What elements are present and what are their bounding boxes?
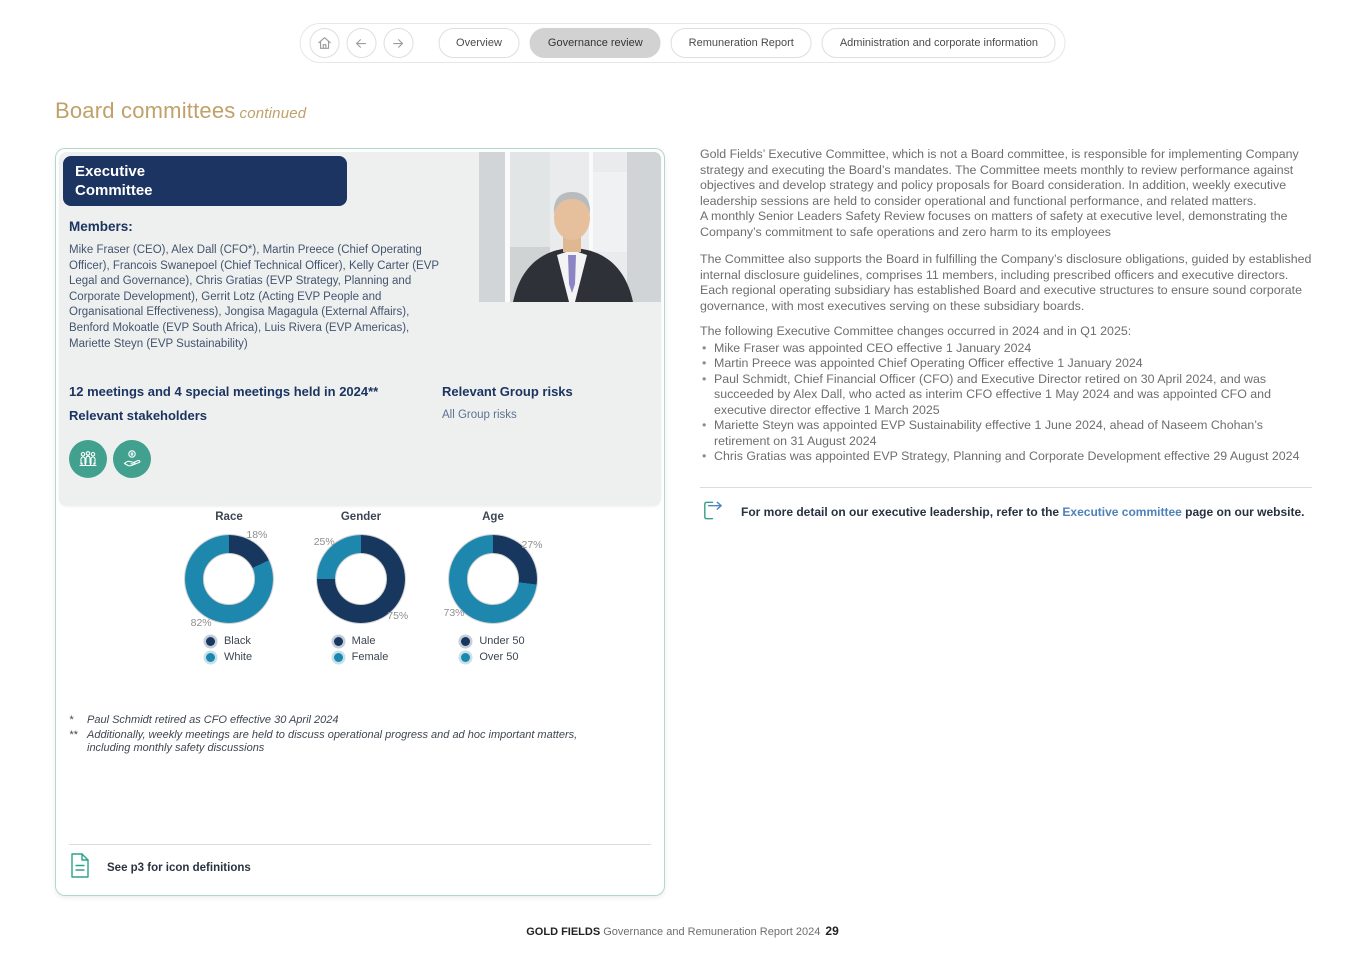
legend-dot-icon (206, 653, 215, 662)
home-icon (316, 35, 332, 51)
paragraph: A monthly Senior Leaders Safety Review focuses on matters of safety at executive level, demonstrating the Company’s commitment to safe operations and zero harm to its employees (700, 209, 1288, 239)
arrow-left-icon (354, 36, 369, 51)
paragraph: The Committee also supports the Board in fulfilling the Company’s disclosure obligations, guided by established internal disclosure guidelines, comprises 11 members, including prescribed officers and executive directors. Each regional operating subsidiary has established Board and executive structures to ensure sound corporate governance, with most executives serving on these subsidiary boards. (700, 252, 1312, 313)
footnote: * Paul Schmidt retired as CFO effective 30 April 2024 (69, 714, 339, 726)
legend-label: Male (351, 635, 376, 647)
members-heading: Members: (69, 219, 133, 234)
committee-name: Executive Committee (75, 163, 153, 199)
legend-item (461, 649, 524, 665)
chart-legend (334, 633, 389, 665)
chart-gender (296, 511, 426, 665)
reference-text (741, 505, 1305, 521)
divider (69, 844, 651, 845)
executive-photo (479, 152, 661, 302)
footer-page-number: 29 (825, 924, 839, 938)
legend-item (334, 633, 389, 649)
meetings-summary: 12 meetings and 4 special meetings held in 2024** (69, 384, 379, 399)
commentary-column (700, 147, 1312, 527)
percent-label: 82% (190, 616, 212, 629)
group-risks-heading: Relevant Group risks (442, 384, 573, 399)
footnotes (69, 714, 614, 757)
committee-name-badge (63, 156, 347, 206)
tab-administration-and-corporate-information[interactable]: Administration and corporate information (822, 28, 1056, 58)
legend-label: Female (351, 651, 389, 663)
tab-governance-review[interactable]: Governance review (530, 28, 661, 58)
donut-chart (443, 535, 543, 623)
nav-tabs (438, 28, 1056, 58)
percent-label: 25% (313, 536, 335, 549)
chart-legend (461, 633, 524, 665)
percent-label: 73% (443, 607, 465, 620)
footer-text: Governance and Remuneration Report 2024 (603, 926, 821, 938)
executive-committee-link[interactable]: Executive committee (1062, 504, 1182, 519)
change-item: • Martin Preece was appointed Chief Operating Officer effective 1 January 2024 (700, 356, 1312, 372)
members-list: Mike Fraser (CEO), Alex Dall (CFO*), Martin Preece (Chief Operating Officer), Francois Swanepoel (Chief Technical Officer), Kelly Carter (EVP Legal and Governance), Chris Gratias (EVP Strategy, Planning and Corporate Development), Gerrit Lotz (Acting EVP People and Organisational Effectiveness), Jongisa Magagula (External Affairs), Benford Mokoatle (EVP South Africa), Luis Rivera (EVP Americas), Mariette Steyn (EVP Sustainability) (69, 244, 439, 350)
icon-definitions-note (69, 852, 251, 884)
top-navigation (299, 23, 1066, 63)
legend-item (206, 649, 252, 665)
change-item: • Mariette Steyn was appointed EVP Sustainability effective 1 June 2024, ahead of Naseem Chohan’s retirement on 31 August 2024 (700, 418, 1312, 449)
legend-item (206, 633, 252, 649)
icon-note-text: See p3 for icon definitions (107, 862, 251, 874)
legend-dot-icon (334, 637, 343, 646)
document-icon (69, 852, 91, 884)
changes-intro: The following Executive Committee changes occurred in 2024 and in Q1 2025: (700, 324, 1132, 338)
changes-list (700, 341, 1312, 465)
divider (700, 487, 1312, 488)
page-title-suffix: continued (239, 105, 307, 122)
legend-dot-icon (461, 637, 470, 646)
investors-icon (113, 440, 151, 478)
tab-overview[interactable]: Overview (438, 28, 520, 58)
legend-item (334, 649, 389, 665)
stakeholders-heading: Relevant stakeholders (69, 408, 208, 423)
donut-chart (313, 535, 409, 623)
legend-label: White (223, 651, 253, 663)
paragraph: Gold Fields’ Executive Committee, which is not a Board committee, is responsible for implementing Company strategy and executing the Board’s mandates. The Committee meets monthly to review performance against objectives and develop strategy and policy proposals for Board consideration. In addition, weekly executive leadership sessions are held to consider operational and functional performance, and related matters. (700, 147, 1299, 208)
website-reference (700, 498, 1312, 528)
chart-race (164, 511, 294, 665)
committee-card (55, 148, 665, 896)
legend-dot-icon (461, 653, 470, 662)
percent-label: 75% (387, 609, 409, 622)
diversity-charts (164, 511, 558, 665)
page-footer (0, 924, 1365, 938)
workforce-icon (69, 440, 107, 478)
chart-title: Gender (340, 511, 382, 523)
home-button[interactable] (309, 28, 339, 58)
legend-label: Under 50 (479, 635, 525, 647)
change-item: • Paul Schmidt, Chief Financial Officer (CFO) and Executive Director retired on 30 April 2024, and was succeeded by Alex Dall, who acted as interim CFO effective 1 May 2024 and was appointed CFO and executive director effective 1 March 2025 (700, 372, 1312, 419)
chart-title: Race (215, 511, 243, 523)
percent-label: 27% (521, 538, 543, 551)
forward-button[interactable] (383, 28, 413, 58)
footer-brand: GOLD FIELDS (526, 926, 601, 938)
footnote: ** Additionally, weekly meetings are held to discuss operational progress and ad hoc important matters, including monthly safety discussions (69, 728, 578, 755)
back-button[interactable] (346, 28, 376, 58)
legend-item (461, 633, 524, 649)
chart-legend (206, 633, 252, 665)
page-title (55, 98, 306, 124)
page-title-text: Board committees (55, 98, 236, 123)
chart-title: Age (482, 511, 504, 523)
donut-chart (185, 529, 273, 629)
change-item: • Chris Gratias was appointed EVP Strategy, Planning and Corporate Development effective 29 August 2024 (700, 449, 1312, 465)
chart-age (428, 511, 558, 665)
legend-label: Over 50 (479, 651, 519, 663)
group-risks-value: All Group risks (442, 409, 517, 421)
arrow-right-icon (391, 36, 406, 51)
stakeholder-icons (69, 440, 151, 478)
legend-dot-icon (206, 637, 215, 646)
reference-suffix: page on our website. (1181, 504, 1305, 519)
change-item: • Mike Fraser was appointed CEO effective 1 January 2024 (700, 341, 1312, 357)
tab-remuneration-report[interactable]: Remuneration Report (671, 28, 812, 58)
percent-label: 18% (246, 529, 268, 542)
legend-dot-icon (334, 653, 343, 662)
reference-prefix: For more detail on our executive leadership, refer to the (741, 504, 1063, 519)
external-link-icon (700, 498, 725, 528)
legend-label: Black (223, 635, 251, 647)
